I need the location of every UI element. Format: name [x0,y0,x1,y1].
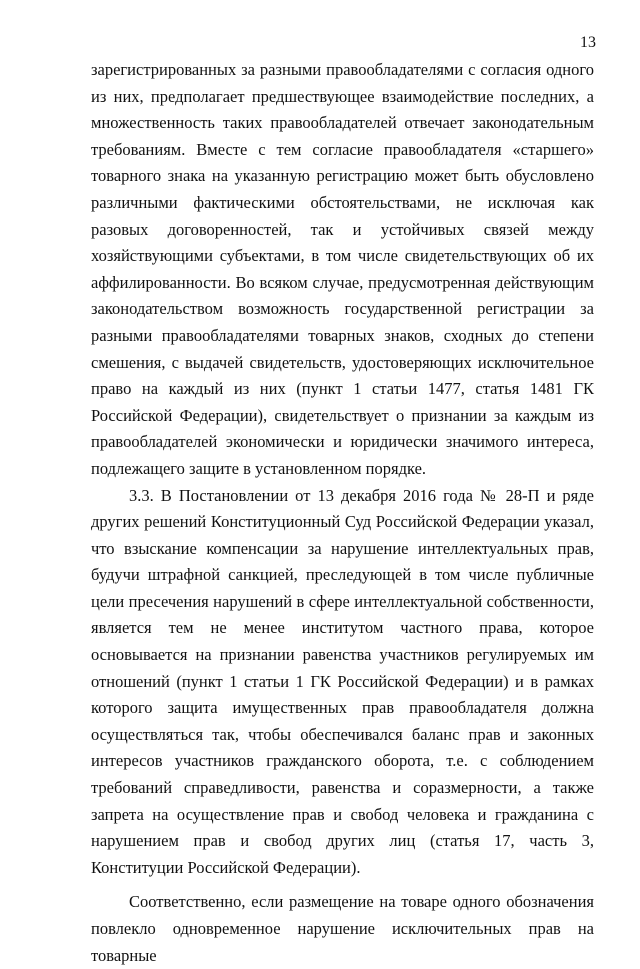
paragraph-section-3-3: 3.3. В Постановлении от 13 декабря 2016 года № 28-П и ряде других решений Конституционный Суд Российской Федерации указал, что взыскание компенсации за нарушение интеллектуальных прав, будучи штрафной санкцией, преследующей в том числе публичные цели пресечения нарушений в сфере интеллектуальной собственности, является тем не менее институтом частного права, которое основывается на признании равенства участников регулируемых им отношений (пункт 1 статьи 1 ГК Российской Федерации) и в рамках которого защита имущественных прав правообладателя должна осуществляться так, чтобы обеспечивался баланс прав и законных интересов участников гражданского оборота, т.е. с соблюдением требований справедливости, равенства и соразмерности, а также запрета на осуществление прав и свобод человека и гражданина с нарушением прав и свобод других лиц (статья 17, часть 3, Конституции Российской Федерации). [91,485,594,877]
paragraph-consequently: Соответственно, если размещение на товаре одного обозначения повлекло одновременное нарушение исключительных прав на товарные [91,892,594,965]
page-number: 13 [580,34,596,51]
document-body [91,57,594,969]
paragraph-continuation: зарегистрированных за разными правообладателями с согласия одного из них, предполагает предшествующее взаимодействие последних, а множественность таких правообладателей отвечает законодательным требованиям. Вместе с тем согласие правообладателя «старшего» товарного знака на указанную регистрацию может быть обусловлено различными фактическими обстоятельствами, не исключая как разовых договоренностей, так и устойчивых связей между хозяйствующими субъектами, в том числе свидетельствующих об их аффилированности. Во всяком случае, предусмотренная действующим законодательством возможность государственной регистрации за разными правообладателями товарных знаков, сходных до степени смешения, с выдачей свидетельств, удостоверяющих исключительное право на каждый из них (пункт 1 статьи 1477, статья 1481 ГК Российской Федерации), свидетельствует о признании за каждым из правообладателей экономически и юридически значимого интереса, подлежащего защите в установленном порядке. [91,60,594,478]
